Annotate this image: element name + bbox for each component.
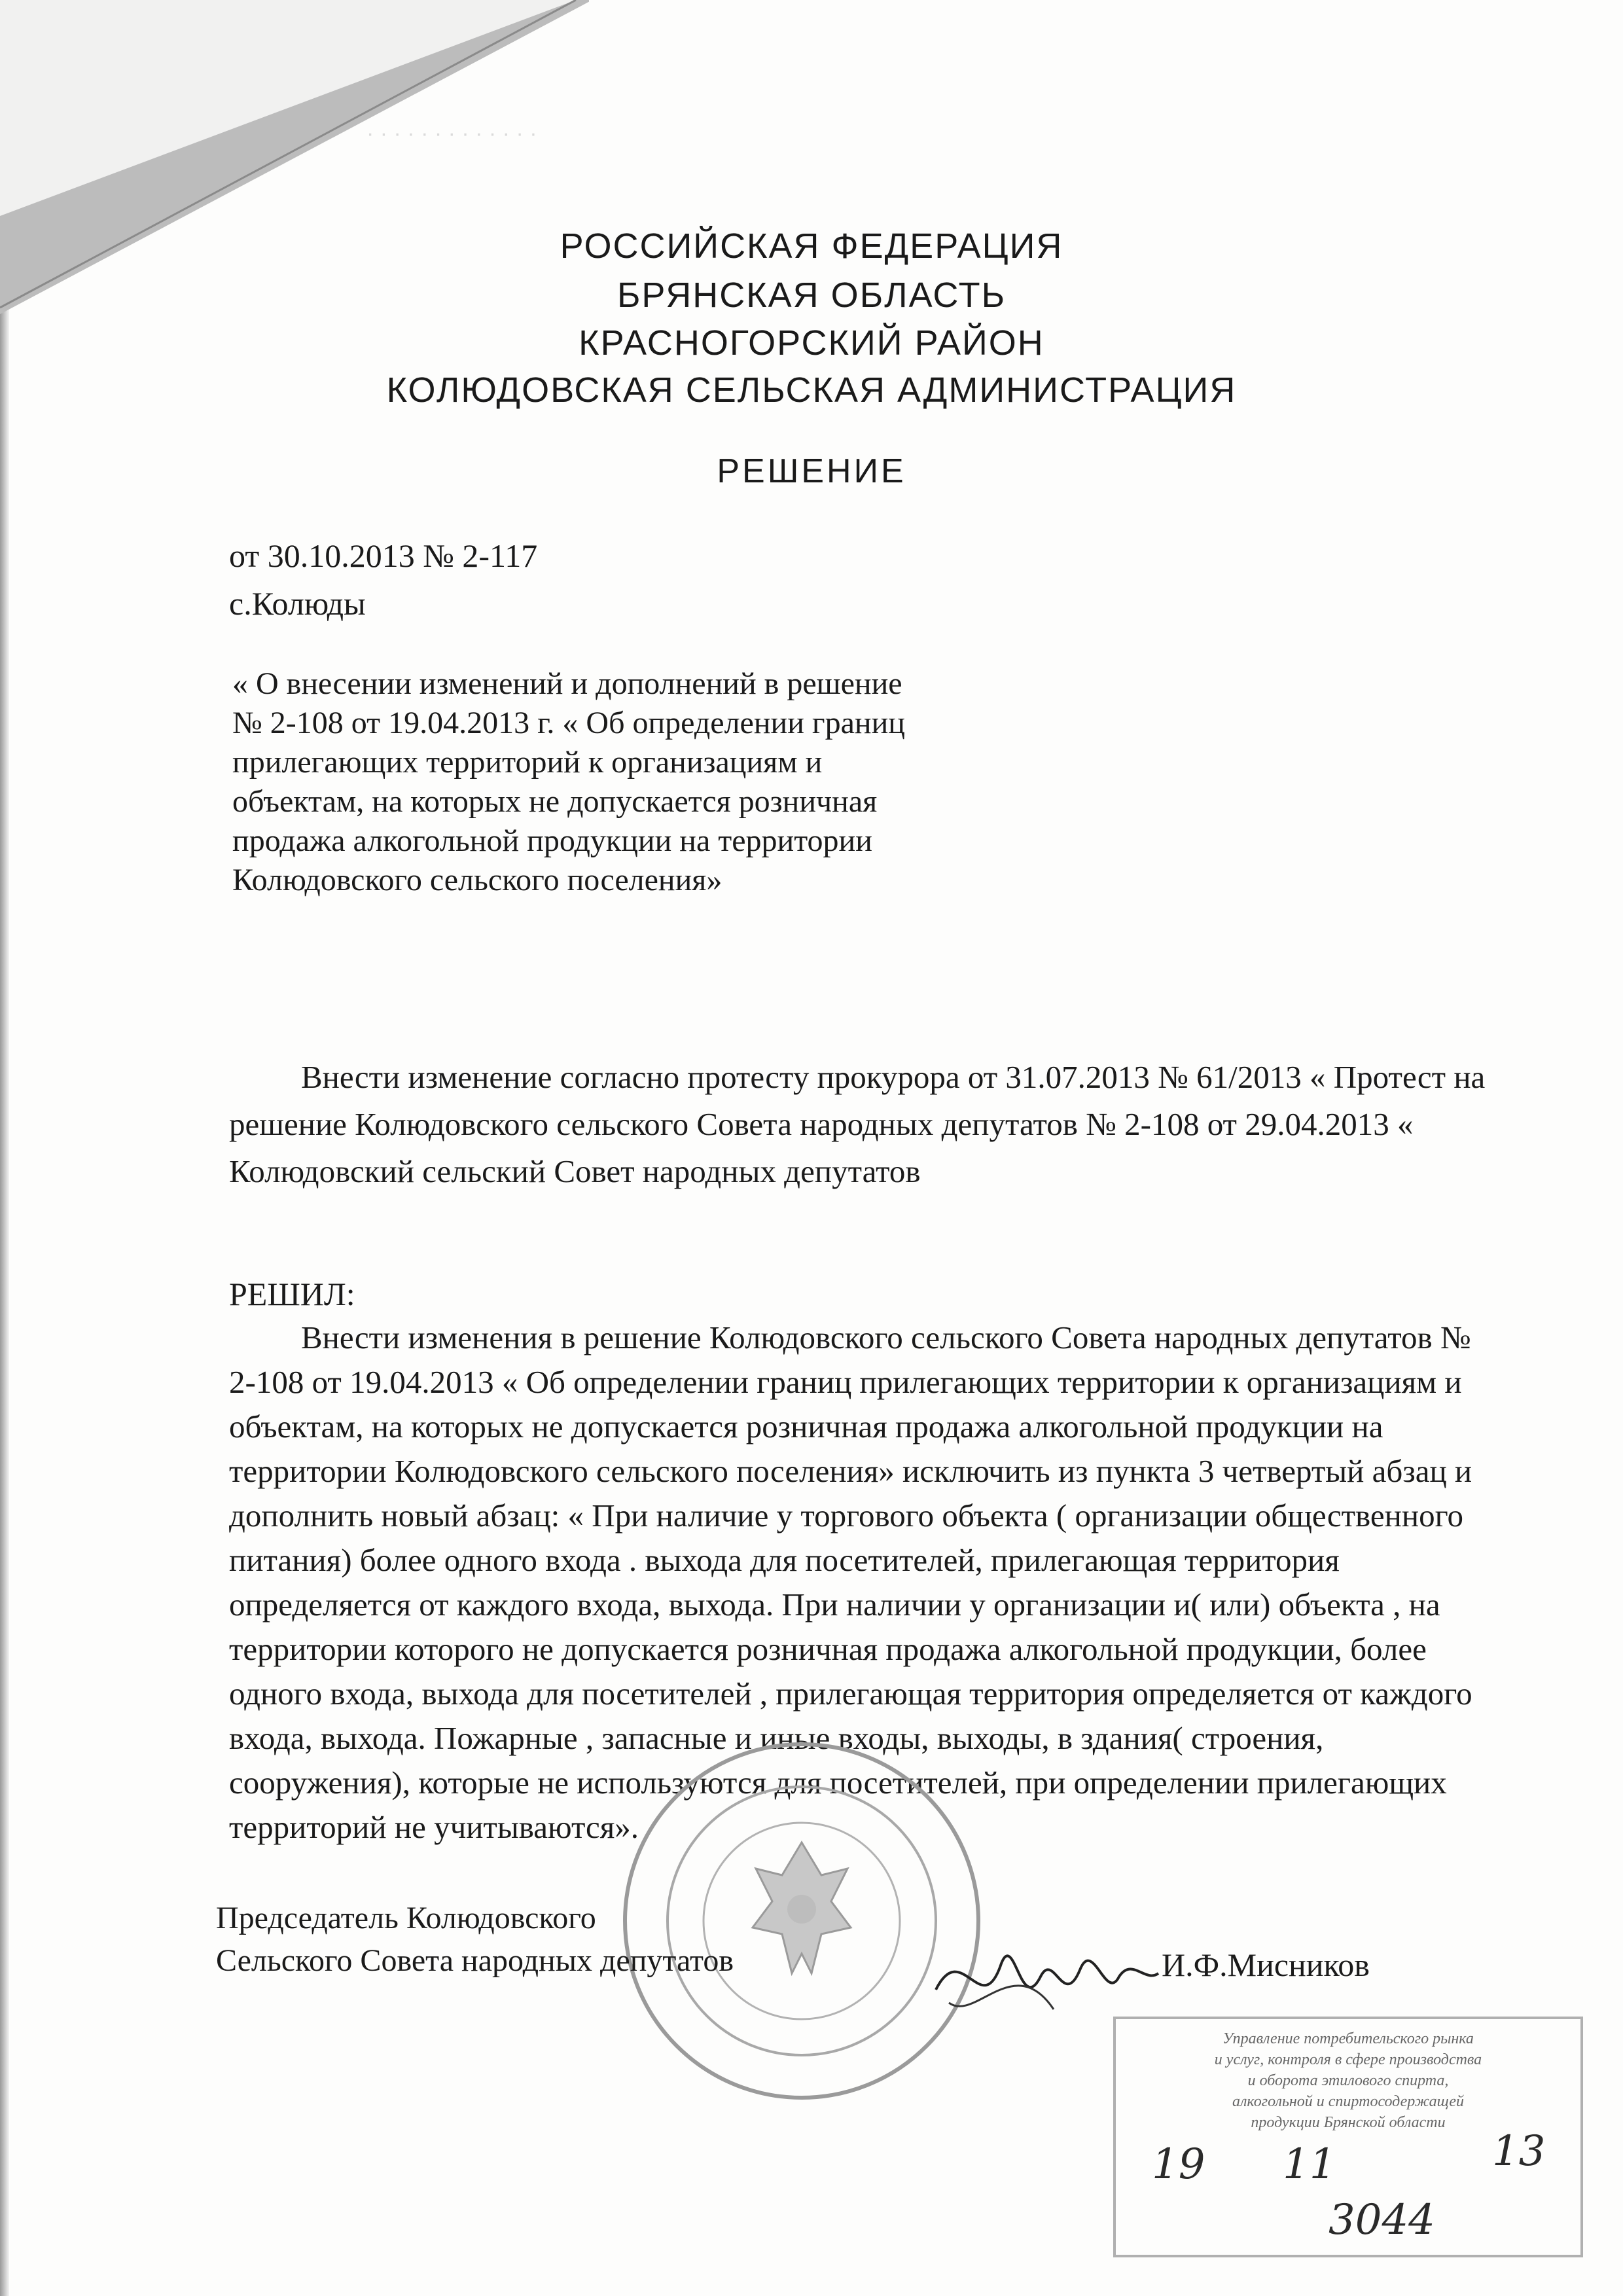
place: с.Колюды (229, 585, 366, 622)
reg-date-year: 13 (1492, 2127, 1546, 2176)
bleed-through-text: · · · · · · · · · · · · · (366, 121, 537, 146)
signatory-title-line1: Председатель Колюдовского (216, 1901, 596, 1935)
header-country: РОССИЙСКАЯ ФЕДЕРАЦИЯ (560, 226, 1063, 266)
body-paragraph: Внести изменения в решение Колюдовского сельского Совета народных депутатов № 2-108 от 19.04.2013 « Об определении границ прилегающих территории к организациям и объектам, на которых не допускается розничная продажа алкогольной продукции на территории Колюдовского сельского поселения» исключить из пункта 3 четвертый абзац и дополнить новый абзац: « При наличие у торгового объекта ( организации общественного питания) более одного входа . выхода для посетителей, прилегающая территория определяется от каждого входа, выхода. При наличии у организации и( или) объекта , на территории которого не допускается розничная продажа алкогольной продукции, более одного входа, выхода для посетителей , прилегающая территория определяется от каждого входа, выхода. Пожарные , запасные и иные входы, выходы, в здания( строения, сооружения), которые не используются для посетителей, при определении прилегающих территорий не учитываются». (229, 1319, 1472, 1845)
signatory-title-line2: Сельского Совета народных депутатов (216, 1943, 734, 1978)
preamble-paragraph: Внести изменение согласно протесту прокурора от 31.07.2013 № 61/2013 « Протест на решение Колюдовского сельского Совета народных депутатов № 2-108 от 29.04.2013 « Колюдовский сельский Совет народных депутатов (229, 1059, 1486, 1189)
reg-stamp-line4: алкогольной и спиртосодержащей (1232, 2093, 1465, 2110)
subject-block: « О внесении изменений и дополнений в решение № 2-108 от 19.04.2013 г. « Об определении границ прилегающих территорий к организациям и объектам, на которых не допускается розничная продажа алкогольной продукции на территории Колюдовского сельского поселения» (232, 666, 905, 897)
registration-stamp (1113, 2016, 1584, 2258)
header-district: КРАСНОГОРСКИЙ РАЙОН (579, 323, 1044, 363)
reg-date-month: 11 (1283, 2140, 1336, 2189)
reg-number: 3044 (1329, 2196, 1435, 2244)
reg-date-day: 19 (1152, 2140, 1205, 2189)
signatory-name: И.Ф.Мисников (1162, 1946, 1370, 1983)
header-region: БРЯНСКАЯ ОБЛАСТЬ (616, 276, 1007, 315)
reg-stamp-line3: и оборота этилового спирта, (1247, 2072, 1449, 2089)
header-administration: КОЛЮДОВСКАЯ СЕЛЬСКАЯ АДМИНИСТРАЦИЯ (386, 370, 1237, 410)
document-title: РЕШЕНИЕ (717, 452, 906, 490)
reg-stamp-line5: продукции Брянской области (1251, 2114, 1446, 2131)
reg-stamp-line1: Управление потребительского рынка (1222, 2030, 1474, 2047)
date-number: от 30.10.2013 № 2-117 (229, 537, 538, 574)
reg-stamp-line2: и услуг, контроля в сфере производства (1214, 2051, 1482, 2068)
folded-corner (0, 0, 589, 314)
decided-label: РЕШИЛ: (229, 1276, 355, 1312)
